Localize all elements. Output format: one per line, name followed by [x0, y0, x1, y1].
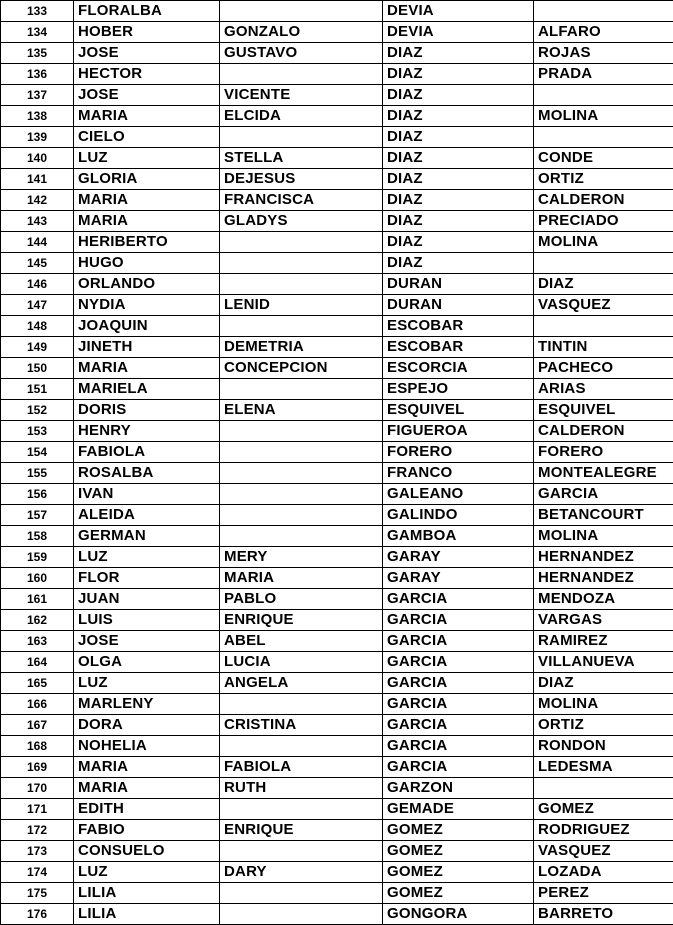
row-number-cell: 136 [1, 64, 74, 85]
first-name-cell: DORIS [74, 400, 220, 421]
table-row [1, 547, 673, 568]
first-surname-cell: GARCIA [383, 757, 534, 778]
table-row [1, 778, 673, 799]
first-name-cell: FLORALBA [74, 1, 220, 22]
first-name-cell: MARIA [74, 358, 220, 379]
first-surname-cell: GOMEZ [383, 841, 534, 862]
row-number-cell: 148 [1, 316, 74, 337]
row-number-cell: 164 [1, 652, 74, 673]
first-name-cell: DORA [74, 715, 220, 736]
first-name-cell: LILIA [74, 904, 220, 925]
first-surname-cell: GARCIA [383, 694, 534, 715]
table-row [1, 190, 673, 211]
first-surname-cell: DIAZ [383, 253, 534, 274]
second-surname-cell [534, 253, 673, 274]
second-surname-cell: CALDERON [534, 421, 673, 442]
first-surname-cell: DIAZ [383, 190, 534, 211]
first-surname-cell: GONGORA [383, 904, 534, 925]
second-surname-cell: HERNANDEZ [534, 547, 673, 568]
second-name-cell: DEJESUS [220, 169, 383, 190]
second-surname-cell: RODRIGUEZ [534, 820, 673, 841]
first-name-cell: HERIBERTO [74, 232, 220, 253]
table-row [1, 421, 673, 442]
second-name-cell: GONZALO [220, 22, 383, 43]
first-name-cell: MARIA [74, 757, 220, 778]
row-number-cell: 176 [1, 904, 74, 925]
first-name-cell: LUZ [74, 547, 220, 568]
second-name-cell [220, 316, 383, 337]
first-name-cell: EDITH [74, 799, 220, 820]
first-name-cell: CONSUELO [74, 841, 220, 862]
row-number-cell: 142 [1, 190, 74, 211]
first-surname-cell: GARAY [383, 568, 534, 589]
table-row [1, 211, 673, 232]
first-surname-cell: GEMADE [383, 799, 534, 820]
second-surname-cell: GARCIA [534, 484, 673, 505]
row-number-cell: 147 [1, 295, 74, 316]
first-surname-cell: GARCIA [383, 715, 534, 736]
row-number-cell: 167 [1, 715, 74, 736]
second-surname-cell: CALDERON [534, 190, 673, 211]
first-surname-cell: DIAZ [383, 148, 534, 169]
first-surname-cell: DIAZ [383, 85, 534, 106]
table-row [1, 799, 673, 820]
second-name-cell: DARY [220, 862, 383, 883]
second-name-cell: VICENTE [220, 85, 383, 106]
table-row [1, 904, 673, 925]
row-number-cell: 165 [1, 673, 74, 694]
second-surname-cell: PRADA [534, 64, 673, 85]
second-name-cell: FRANCISCA [220, 190, 383, 211]
first-name-cell: LILIA [74, 883, 220, 904]
second-surname-cell [534, 85, 673, 106]
first-surname-cell: GARZON [383, 778, 534, 799]
row-number-cell: 137 [1, 85, 74, 106]
table-row [1, 694, 673, 715]
second-surname-cell: ORTIZ [534, 715, 673, 736]
first-surname-cell: GAMBOA [383, 526, 534, 547]
second-surname-cell: ARIAS [534, 379, 673, 400]
table-row [1, 106, 673, 127]
second-surname-cell: BARRETO [534, 904, 673, 925]
second-name-cell: MARIA [220, 568, 383, 589]
second-surname-cell [534, 316, 673, 337]
first-surname-cell: DURAN [383, 274, 534, 295]
second-name-cell: FABIOLA [220, 757, 383, 778]
first-surname-cell: ESCOBAR [383, 337, 534, 358]
second-name-cell [220, 379, 383, 400]
first-surname-cell: FIGUEROA [383, 421, 534, 442]
first-surname-cell: DIAZ [383, 169, 534, 190]
table-row [1, 610, 673, 631]
table-row [1, 316, 673, 337]
second-surname-cell: MOLINA [534, 526, 673, 547]
second-name-cell: LUCIA [220, 652, 383, 673]
row-number-cell: 145 [1, 253, 74, 274]
table-row [1, 631, 673, 652]
table-row [1, 442, 673, 463]
first-name-cell: ROSALBA [74, 463, 220, 484]
first-surname-cell: ESCOBAR [383, 316, 534, 337]
second-surname-cell: MONTEALEGRE [534, 463, 673, 484]
first-name-cell: MARLENY [74, 694, 220, 715]
second-name-cell [220, 421, 383, 442]
table-row [1, 673, 673, 694]
table-row [1, 253, 673, 274]
first-name-cell: FLOR [74, 568, 220, 589]
second-name-cell [220, 1, 383, 22]
table-row [1, 736, 673, 757]
row-number-cell: 140 [1, 148, 74, 169]
first-surname-cell: GALINDO [383, 505, 534, 526]
first-surname-cell: ESPEJO [383, 379, 534, 400]
row-number-cell: 153 [1, 421, 74, 442]
second-surname-cell: PRECIADO [534, 211, 673, 232]
second-name-cell: PABLO [220, 589, 383, 610]
first-surname-cell: GARCIA [383, 631, 534, 652]
table-row [1, 589, 673, 610]
second-surname-cell: MENDOZA [534, 589, 673, 610]
first-surname-cell: GARCIA [383, 736, 534, 757]
second-surname-cell: DIAZ [534, 274, 673, 295]
first-name-cell: OLGA [74, 652, 220, 673]
second-name-cell: ELENA [220, 400, 383, 421]
second-name-cell: MERY [220, 547, 383, 568]
table-row [1, 484, 673, 505]
first-surname-cell: GARCIA [383, 610, 534, 631]
first-name-cell: IVAN [74, 484, 220, 505]
first-name-cell: MARIA [74, 211, 220, 232]
first-name-cell: FABIOLA [74, 442, 220, 463]
first-surname-cell: GARAY [383, 547, 534, 568]
row-number-cell: 175 [1, 883, 74, 904]
first-surname-cell: FORERO [383, 442, 534, 463]
first-name-cell: JOAQUIN [74, 316, 220, 337]
row-number-cell: 158 [1, 526, 74, 547]
second-name-cell [220, 442, 383, 463]
second-name-cell: ELCIDA [220, 106, 383, 127]
first-name-cell: JINETH [74, 337, 220, 358]
second-surname-cell [534, 127, 673, 148]
first-name-cell: NOHELIA [74, 736, 220, 757]
second-name-cell [220, 127, 383, 148]
first-surname-cell: DIAZ [383, 43, 534, 64]
second-surname-cell: BETANCOURT [534, 505, 673, 526]
row-number-cell: 152 [1, 400, 74, 421]
table-row [1, 820, 673, 841]
first-name-cell: HOBER [74, 22, 220, 43]
second-surname-cell: GOMEZ [534, 799, 673, 820]
second-surname-cell: CONDE [534, 148, 673, 169]
second-name-cell: GLADYS [220, 211, 383, 232]
row-number-cell: 151 [1, 379, 74, 400]
second-surname-cell [534, 1, 673, 22]
first-surname-cell: GOMEZ [383, 883, 534, 904]
first-name-cell: LUIS [74, 610, 220, 631]
row-number-cell: 168 [1, 736, 74, 757]
row-number-cell: 141 [1, 169, 74, 190]
row-number-cell: 157 [1, 505, 74, 526]
second-surname-cell: MOLINA [534, 106, 673, 127]
first-surname-cell: FRANCO [383, 463, 534, 484]
second-name-cell [220, 232, 383, 253]
second-name-cell: CRISTINA [220, 715, 383, 736]
table-row [1, 505, 673, 526]
row-number-cell: 133 [1, 1, 74, 22]
second-surname-cell: VASQUEZ [534, 841, 673, 862]
table-row [1, 715, 673, 736]
first-name-cell: CIELO [74, 127, 220, 148]
row-number-cell: 139 [1, 127, 74, 148]
first-surname-cell: DIAZ [383, 211, 534, 232]
second-surname-cell: PEREZ [534, 883, 673, 904]
first-surname-cell: DEVIA [383, 1, 534, 22]
second-name-cell: RUTH [220, 778, 383, 799]
second-surname-cell: ALFARO [534, 22, 673, 43]
second-surname-cell [534, 778, 673, 799]
row-number-cell: 144 [1, 232, 74, 253]
second-surname-cell: LEDESMA [534, 757, 673, 778]
second-name-cell: DEMETRIA [220, 337, 383, 358]
first-name-cell: MARIELA [74, 379, 220, 400]
second-name-cell: GUSTAVO [220, 43, 383, 64]
row-number-cell: 154 [1, 442, 74, 463]
table-row [1, 1, 673, 22]
first-name-cell: GLORIA [74, 169, 220, 190]
first-surname-cell: DIAZ [383, 106, 534, 127]
first-surname-cell: GARCIA [383, 652, 534, 673]
second-name-cell [220, 463, 383, 484]
second-surname-cell: FORERO [534, 442, 673, 463]
second-surname-cell: RONDON [534, 736, 673, 757]
row-number-cell: 160 [1, 568, 74, 589]
first-name-cell: MARIA [74, 190, 220, 211]
first-surname-cell: DIAZ [383, 232, 534, 253]
table-row [1, 148, 673, 169]
first-name-cell: LUZ [74, 148, 220, 169]
table-row [1, 358, 673, 379]
table-row [1, 274, 673, 295]
row-number-cell: 143 [1, 211, 74, 232]
second-surname-cell: VILLANUEVA [534, 652, 673, 673]
table-row [1, 295, 673, 316]
row-number-cell: 149 [1, 337, 74, 358]
first-surname-cell: GOMEZ [383, 862, 534, 883]
row-number-cell: 138 [1, 106, 74, 127]
table-row [1, 232, 673, 253]
first-surname-cell: GARCIA [383, 673, 534, 694]
first-surname-cell: GOMEZ [383, 820, 534, 841]
first-surname-cell: GARCIA [383, 589, 534, 610]
first-surname-cell: ESCORCIA [383, 358, 534, 379]
row-number-cell: 134 [1, 22, 74, 43]
table-row [1, 64, 673, 85]
row-number-cell: 166 [1, 694, 74, 715]
first-name-cell: FABIO [74, 820, 220, 841]
second-name-cell: ABEL [220, 631, 383, 652]
first-name-cell: LUZ [74, 673, 220, 694]
first-name-cell: JOSE [74, 43, 220, 64]
second-surname-cell: ESQUIVEL [534, 400, 673, 421]
first-surname-cell: DEVIA [383, 22, 534, 43]
row-number-cell: 170 [1, 778, 74, 799]
table-row [1, 127, 673, 148]
first-surname-cell: DIAZ [383, 64, 534, 85]
second-name-cell [220, 253, 383, 274]
second-surname-cell: ROJAS [534, 43, 673, 64]
second-surname-cell: ORTIZ [534, 169, 673, 190]
second-name-cell: LENID [220, 295, 383, 316]
first-name-cell: HUGO [74, 253, 220, 274]
first-surname-cell: DIAZ [383, 127, 534, 148]
second-surname-cell: PACHECO [534, 358, 673, 379]
second-name-cell: CONCEPCION [220, 358, 383, 379]
first-name-cell: LUZ [74, 862, 220, 883]
table-row [1, 463, 673, 484]
row-number-cell: 169 [1, 757, 74, 778]
row-number-cell: 161 [1, 589, 74, 610]
first-name-cell: HECTOR [74, 64, 220, 85]
second-name-cell [220, 799, 383, 820]
second-surname-cell: HERNANDEZ [534, 568, 673, 589]
second-name-cell: ENRIQUE [220, 820, 383, 841]
first-surname-cell: ESQUIVEL [383, 400, 534, 421]
second-surname-cell: MOLINA [534, 694, 673, 715]
row-number-cell: 174 [1, 862, 74, 883]
first-name-cell: MARIA [74, 778, 220, 799]
second-name-cell [220, 274, 383, 295]
second-name-cell [220, 736, 383, 757]
row-number-cell: 171 [1, 799, 74, 820]
second-name-cell: ENRIQUE [220, 610, 383, 631]
row-number-cell: 163 [1, 631, 74, 652]
table-row [1, 757, 673, 778]
second-surname-cell: LOZADA [534, 862, 673, 883]
second-name-cell [220, 694, 383, 715]
first-surname-cell: DURAN [383, 295, 534, 316]
table-row [1, 43, 673, 64]
row-number-cell: 156 [1, 484, 74, 505]
row-number-cell: 159 [1, 547, 74, 568]
table-row [1, 337, 673, 358]
table-row [1, 862, 673, 883]
table-body [1, 1, 673, 925]
table-row [1, 379, 673, 400]
table-row [1, 652, 673, 673]
first-name-cell: ORLANDO [74, 274, 220, 295]
second-surname-cell: DIAZ [534, 673, 673, 694]
second-name-cell [220, 526, 383, 547]
second-surname-cell: MOLINA [534, 232, 673, 253]
first-name-cell: JUAN [74, 589, 220, 610]
table-row [1, 22, 673, 43]
first-name-cell: HENRY [74, 421, 220, 442]
second-surname-cell: RAMIREZ [534, 631, 673, 652]
first-name-cell: JOSE [74, 85, 220, 106]
second-name-cell [220, 505, 383, 526]
first-name-cell: GERMAN [74, 526, 220, 547]
second-name-cell: STELLA [220, 148, 383, 169]
second-name-cell: ANGELA [220, 673, 383, 694]
second-surname-cell: VARGAS [534, 610, 673, 631]
first-name-cell: MARIA [74, 106, 220, 127]
second-surname-cell: TINTIN [534, 337, 673, 358]
second-name-cell [220, 883, 383, 904]
row-number-cell: 150 [1, 358, 74, 379]
row-number-cell: 173 [1, 841, 74, 862]
table-row [1, 568, 673, 589]
table-row [1, 526, 673, 547]
second-name-cell [220, 484, 383, 505]
second-name-cell [220, 904, 383, 925]
row-number-cell: 172 [1, 820, 74, 841]
second-name-cell [220, 64, 383, 85]
table-row [1, 400, 673, 421]
first-name-cell: ALEIDA [74, 505, 220, 526]
row-number-cell: 135 [1, 43, 74, 64]
first-name-cell: JOSE [74, 631, 220, 652]
row-number-cell: 162 [1, 610, 74, 631]
first-name-cell: NYDIA [74, 295, 220, 316]
first-surname-cell: GALEANO [383, 484, 534, 505]
table-row [1, 169, 673, 190]
row-number-cell: 146 [1, 274, 74, 295]
table-row [1, 841, 673, 862]
second-name-cell [220, 841, 383, 862]
second-surname-cell: VASQUEZ [534, 295, 673, 316]
table-row [1, 85, 673, 106]
row-number-cell: 155 [1, 463, 74, 484]
table-row [1, 883, 673, 904]
